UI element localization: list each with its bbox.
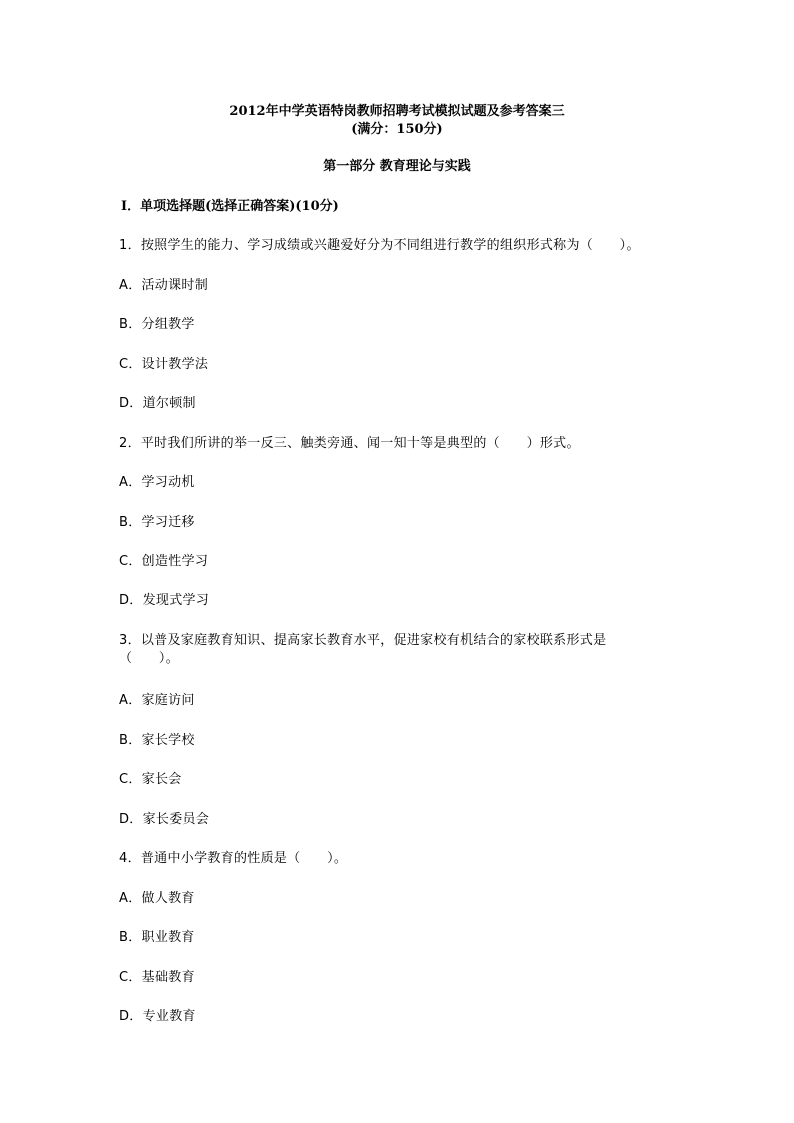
question-1-stem: 1．按照学生的能力、学习成绩或兴趣爱好分为不同组进行教学的组织形式称为（ ）。 (119, 238, 640, 253)
question-1-option-a: A．活动课时制 (119, 278, 208, 293)
question-4-option-c: C．基础教育 (119, 970, 195, 985)
question-2-option-b: B．学习迁移 (119, 515, 195, 530)
total-score: (满分：150分) (351, 122, 443, 137)
question-1-option-b: B．分组教学 (119, 317, 195, 332)
document-title: 2012年中学英语特岗教师招聘考试模拟试题及参考答案三 (229, 104, 565, 119)
question-1-option-c: C．设计教学法 (119, 357, 209, 372)
question-4-option-b: B．职业教育 (119, 930, 195, 945)
question-3-option-b: B．家长学校 (119, 733, 195, 748)
question-2-option-a: A．学习动机 (119, 475, 195, 490)
question-1-option-d: D．道尔顿制 (119, 396, 196, 411)
question-3-stem: 3．以普及家庭教育知识、提高家长教育水平，促进家校有机结合的家校联系形式是（ ）。 (119, 633, 607, 666)
question-2-option-c: C．创造性学习 (119, 554, 209, 569)
question-4-stem: 4．普通中小学教育的性质是（ ）。 (119, 851, 348, 866)
question-3-option-d: D．家长委员会 (119, 812, 210, 827)
question-3-option-c: C．家长会 (119, 772, 182, 787)
question-3-option-a: A．家庭访问 (119, 693, 195, 708)
part-heading: 第一部分 教育理论与实践 (323, 159, 471, 174)
question-2-stem: 2．平时我们所讲的举一反三、触类旁通、闻一知十等是典型的（ ）形式。 (119, 436, 580, 451)
question-2-option-d: D．发现式学习 (119, 593, 210, 608)
question-4-option-d: D．专业教育 (119, 1009, 196, 1024)
question-4-option-a: A．做人教育 (119, 891, 195, 906)
section-heading: Ⅰ．单项选择题(选择正确答案)(10分) (121, 199, 339, 214)
